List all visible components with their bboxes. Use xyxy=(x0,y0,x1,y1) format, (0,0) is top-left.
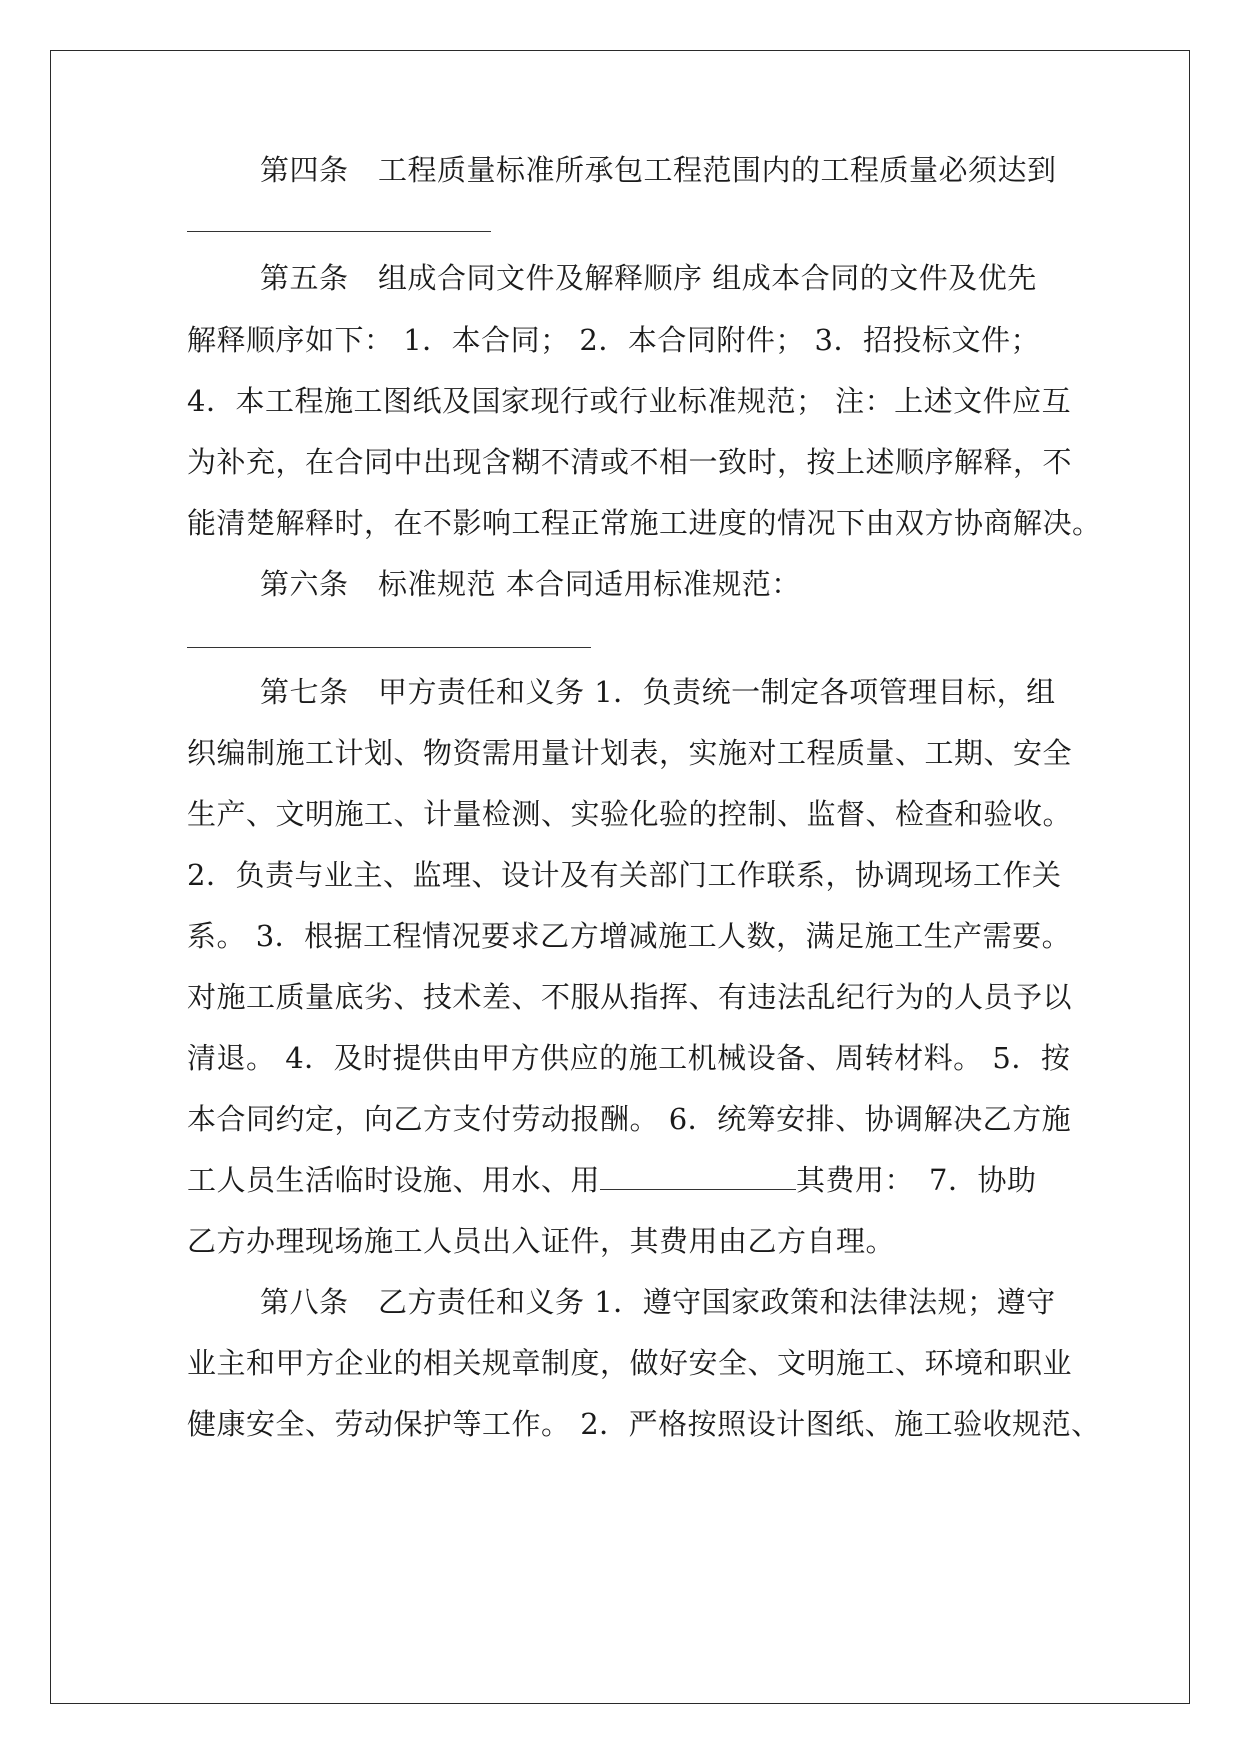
article-7-line-1: 第七条 甲方责任和义务 1．负责统一制定各项管理目标，组 xyxy=(260,675,1056,709)
article-5-line-5: 能清楚解释时，在不影响工程正常施工进度的情况下由双方协商解决。 xyxy=(187,506,1102,540)
article-5-line-2: 解释顺序如下： 1．本合同； 2．本合同附件； 3．招投标文件； xyxy=(187,323,1041,357)
article-7-line-4: 2．负责与业主、监理、设计及有关部门工作联系，协调现场工作关 xyxy=(187,858,1062,892)
article-7-line-9-start: 工人员生活临时设施、用水、用 xyxy=(187,1163,601,1197)
article-7-line-9-end: 其费用： 7．协助 xyxy=(796,1163,1037,1197)
article-5-line-4: 为补充，在合同中出现含糊不清或不相一致时，按上述顺序解释，不 xyxy=(187,445,1073,479)
article-5-line-3: 4．本工程施工图纸及国家现行或行业标准规范； 注：上述文件应互 xyxy=(187,384,1072,418)
article-8-line-2: 业主和甲方企业的相关规章制度，做好安全、文明施工、环境和职业 xyxy=(187,1346,1073,1380)
article-5-line-1: 第五条 组成合同文件及解释顺序 组成本合同的文件及优先 xyxy=(260,261,1037,295)
article-6-blank-line xyxy=(187,647,591,648)
article-4-line-1: 第四条 工程质量标准所承包工程范围内的工程质量必须达到 xyxy=(260,153,1057,187)
article-8-line-3: 健康安全、劳动保护等工作。 2．严格按照设计图纸、施工验收规范、 xyxy=(187,1407,1101,1441)
article-7-line-8: 本合同约定，向乙方支付劳动报酬。 6．统筹安排、协调解决乙方施 xyxy=(187,1102,1072,1136)
article-7-line-10: 乙方办理现场施工人员出入证件，其费用由乙方自理。 xyxy=(187,1224,896,1258)
article-7-line-2: 织编制施工计划、物资需用量计划表，实施对工程质量、工期、安全 xyxy=(187,736,1073,770)
article-6-line-1: 第六条 标准规范 本合同适用标准规范： xyxy=(260,567,801,601)
article-7-line-7: 清退。 4．及时提供由甲方供应的施工机械设备、周转材料。 5．按 xyxy=(187,1041,1071,1075)
article-8-line-1: 第八条 乙方责任和义务 1．遵守国家政策和法律法规；遵守 xyxy=(260,1285,1056,1319)
article-7-line-3: 生产、文明施工、计量检测、实验化验的控制、监督、检查和验收。 xyxy=(187,797,1073,831)
article-7-line-6: 对施工质量底劣、技术差、不服从指挥、有违法乱纪行为的人员予以 xyxy=(187,980,1073,1014)
article-7-line-5: 系。 3．根据工程情况要求乙方增减施工人数，满足施工生产需要。 xyxy=(187,919,1072,953)
article-4-blank-line xyxy=(187,231,491,232)
article-7-line-9 xyxy=(187,1160,1036,1200)
article-7-inline-blank xyxy=(600,1163,796,1190)
